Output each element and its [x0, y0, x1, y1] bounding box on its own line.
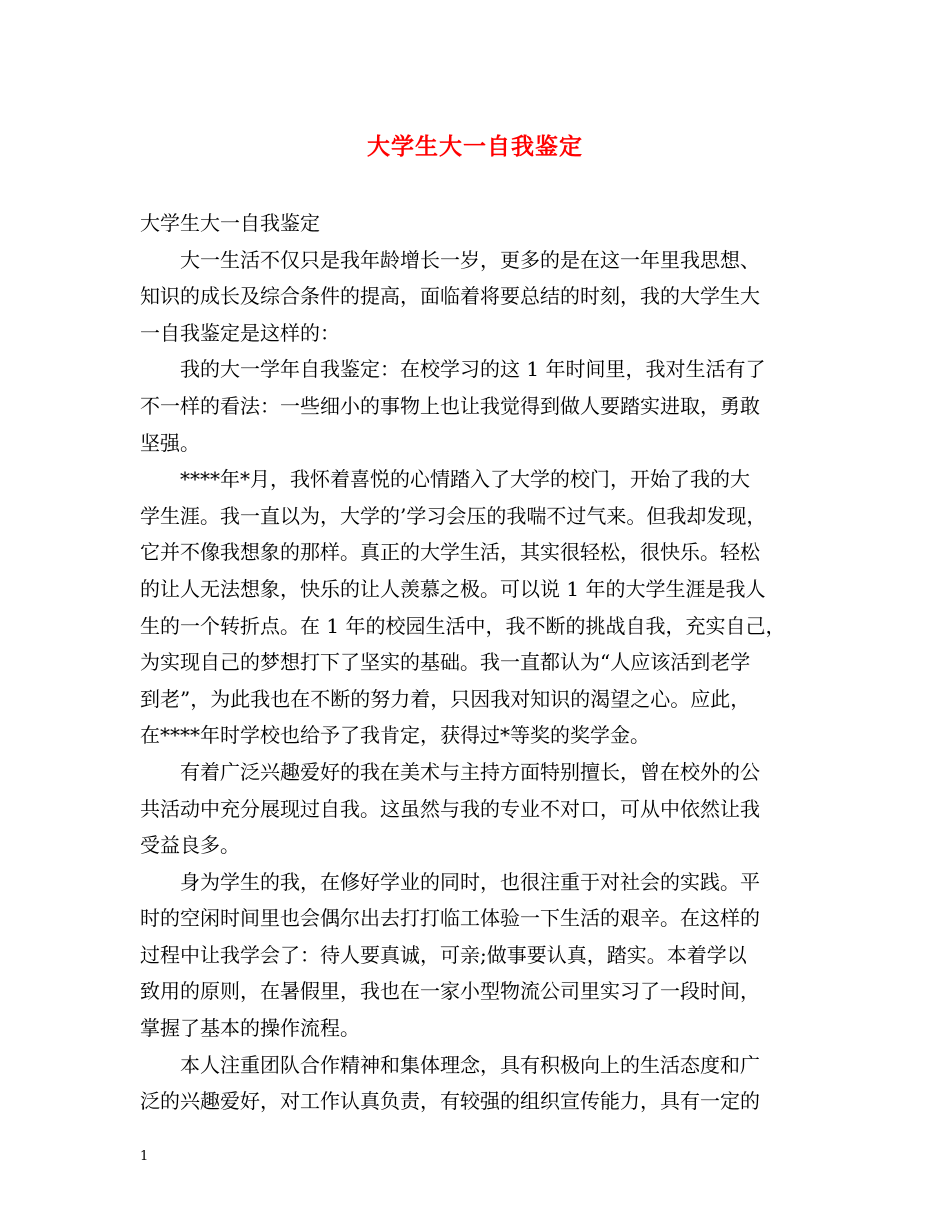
text-line: 的让人无法想象，快乐的让人羡慕之极。可以说 1 年的大学生涯是我人 — [140, 576, 766, 601]
text-line: 在****年时学校也给予了我肯定，获得过*等奖的奖学金。 — [140, 723, 650, 748]
page-number: 1 — [140, 1149, 149, 1164]
text-line: 时的空闲时间里也会偶尔出去打打临工体验一下生活的艰辛。在这样的 — [140, 906, 760, 931]
text-line: 大学生大一自我鉴定 — [140, 211, 320, 235]
text-line: 知识的成长及综合条件的提高，面临着将要总结的时刻，我的大学生大 — [140, 284, 760, 309]
text-line: 掌握了基本的操作流程。 — [140, 1016, 360, 1041]
text-line: 有着广泛兴趣爱好的我在美术与主持方面特别擅长，曾在校外的公 — [180, 759, 760, 784]
text-line: 共活动中充分展现过自我。这虽然与我的专业不对口，可从中依然让我 — [140, 796, 760, 821]
text-line: 不一样的看法：一些细小的事物上也让我觉得到做人要踏实进取，勇敢 — [140, 393, 760, 418]
text-line: 过程中让我学会了：待人要真诚，可亲;做事要认真，踏实。本着学以 — [140, 942, 747, 967]
text-line: 本人注重团队合作精神和集体理念，具有积极向上的生活态度和广 — [180, 1052, 760, 1077]
text-line: 它并不像我想象的那样。真正的大学生活，其实很轻松，很快乐。轻松 — [140, 540, 760, 565]
text-line: 一自我鉴定是这样的： — [140, 320, 340, 345]
text-line: 到老”，为此我也在不断的努力着，只因我对知识的渴望之心。应此， — [140, 686, 751, 711]
text-line: 坚强。 — [140, 430, 200, 455]
text-line: 受益良多。 — [140, 833, 240, 858]
text-line: 身为学生的我，在修好学业的同时，也很注重于对社会的实践。平 — [180, 869, 760, 894]
text-line: 大一生活不仅只是我年龄增长一岁，更多的是在这一年里我思想、 — [180, 247, 760, 272]
text-line: 学生涯。我一直以为，大学的’学习会压的我喘不过气来。但我却发现， — [140, 503, 767, 528]
text-line: 泛的兴趣爱好，对工作认真负责，有较强的组织宣传能力，具有一定的 — [140, 1089, 760, 1114]
text-line: 生的一个转折点。在 1 年的校园生活中，我不断的挑战自我，充实自己， — [140, 613, 786, 638]
document-body — [140, 205, 820, 1120]
text-line: ****年*月，我怀着喜悦的心情踏入了大学的校门，开始了我的大 — [180, 467, 750, 492]
text-line: 我的大一学年自我鉴定：在校学习的这 1 年时间里，我对生活有了 — [180, 357, 766, 382]
text-line: 致用的原则，在暑假里，我也在一家小型物流公司里实习了一段时间， — [140, 979, 760, 1004]
document-title: 大学生大一自我鉴定 — [367, 133, 583, 160]
text-line: 为实现自己的梦想打下了坚实的基础。我一直都认为“人应该活到老学 — [140, 650, 751, 675]
